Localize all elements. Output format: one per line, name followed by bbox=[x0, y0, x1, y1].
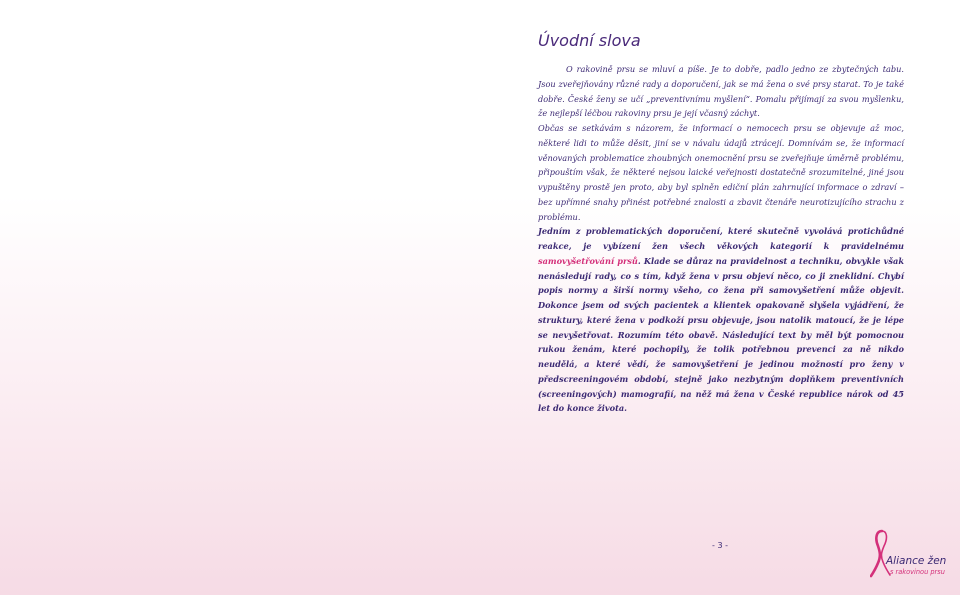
page-title: Úvodní slova bbox=[538, 31, 641, 50]
paragraph-self-examination bbox=[538, 224, 904, 416]
paragraph-opinion: Občas se setkávám s názorem, že informací o nemocech prsu se objevuje až moc, některé lidi to může děsit, jiní se v návalu údajů ztrácejí. Domnívám se, že informací věnovaných problematice zhoubných onemocnění prsu se zveřejňuje úměrně problému, připouštím však, že některé nejsou laické veřejnosti dostatečně srozumitelné, jiné jsou vypuštěny prostě jen proto, aby byl splněn ediční plán zahrnující informace o zdraví – bez upřímné snahy přinést potřebné znalosti a zbavit čtenáře neurotizujícího strachu z problému. bbox=[538, 123, 904, 222]
paragraph-intro: O rakovině prsu se mluví a píše. Je to dobře, padlo jedno ze zbytečných tabu. Jsou zveřejňovány různé rady a doporučení, jak se má žena o své prsy starat. To je také dobře. České ženy se učí „preventivnímu myšlení“. Pomalu přijímají za svou myšlenku, že nejlepší léčbou rakoviny prsu je její včasný záchyt. bbox=[538, 64, 904, 119]
aliance-zen-logo bbox=[870, 528, 952, 578]
paragraph-self-examination-part-1: Jedním z problematických doporučení, které skutečně vyvolává protichůdné reakce, je vybízení žen všech věkových kategorií k pravidelnému bbox=[538, 226, 904, 251]
body-text bbox=[538, 62, 904, 416]
pink-ribbon-icon bbox=[870, 528, 892, 578]
page-number: - 3 - bbox=[712, 541, 728, 550]
paragraph-self-examination-part-2: . Klade se důraz na pravidelnost a techniku, obvykle však nenásledují rady, co s tím, když žena v prsu objeví něco, co ji zneklidní. Chybí popis normy a širší normy všeho, co žena při samovyšetření může objevit. Dokonce jsem od svých pacientek a klientek opakovaně slyšela vyjádření, že struktury, které žena v podkoží prsu objevuje, jsou natolik matoucí, že je lépe se nevyšetřovat. Rozumím této obavě. Následující text by měl být pomocnou rukou ženám, které pochopily, že tolik potřebnou prevenci za ně nikdo neudělá, a které vědí, že samovyšetření je jedinou možností pro ženy v předscreeningovém období, stejně jako nezbytným doplňkem preventivních (screeningových) mamografií, na něž má žena v České republice nárok od 45 let do konce života. bbox=[538, 255, 904, 414]
logo-tagline: s rakovinou prsu bbox=[890, 568, 945, 576]
highlighted-term: samovyšetřování prsů bbox=[538, 255, 638, 266]
logo-name: Aliance žen bbox=[886, 555, 947, 567]
